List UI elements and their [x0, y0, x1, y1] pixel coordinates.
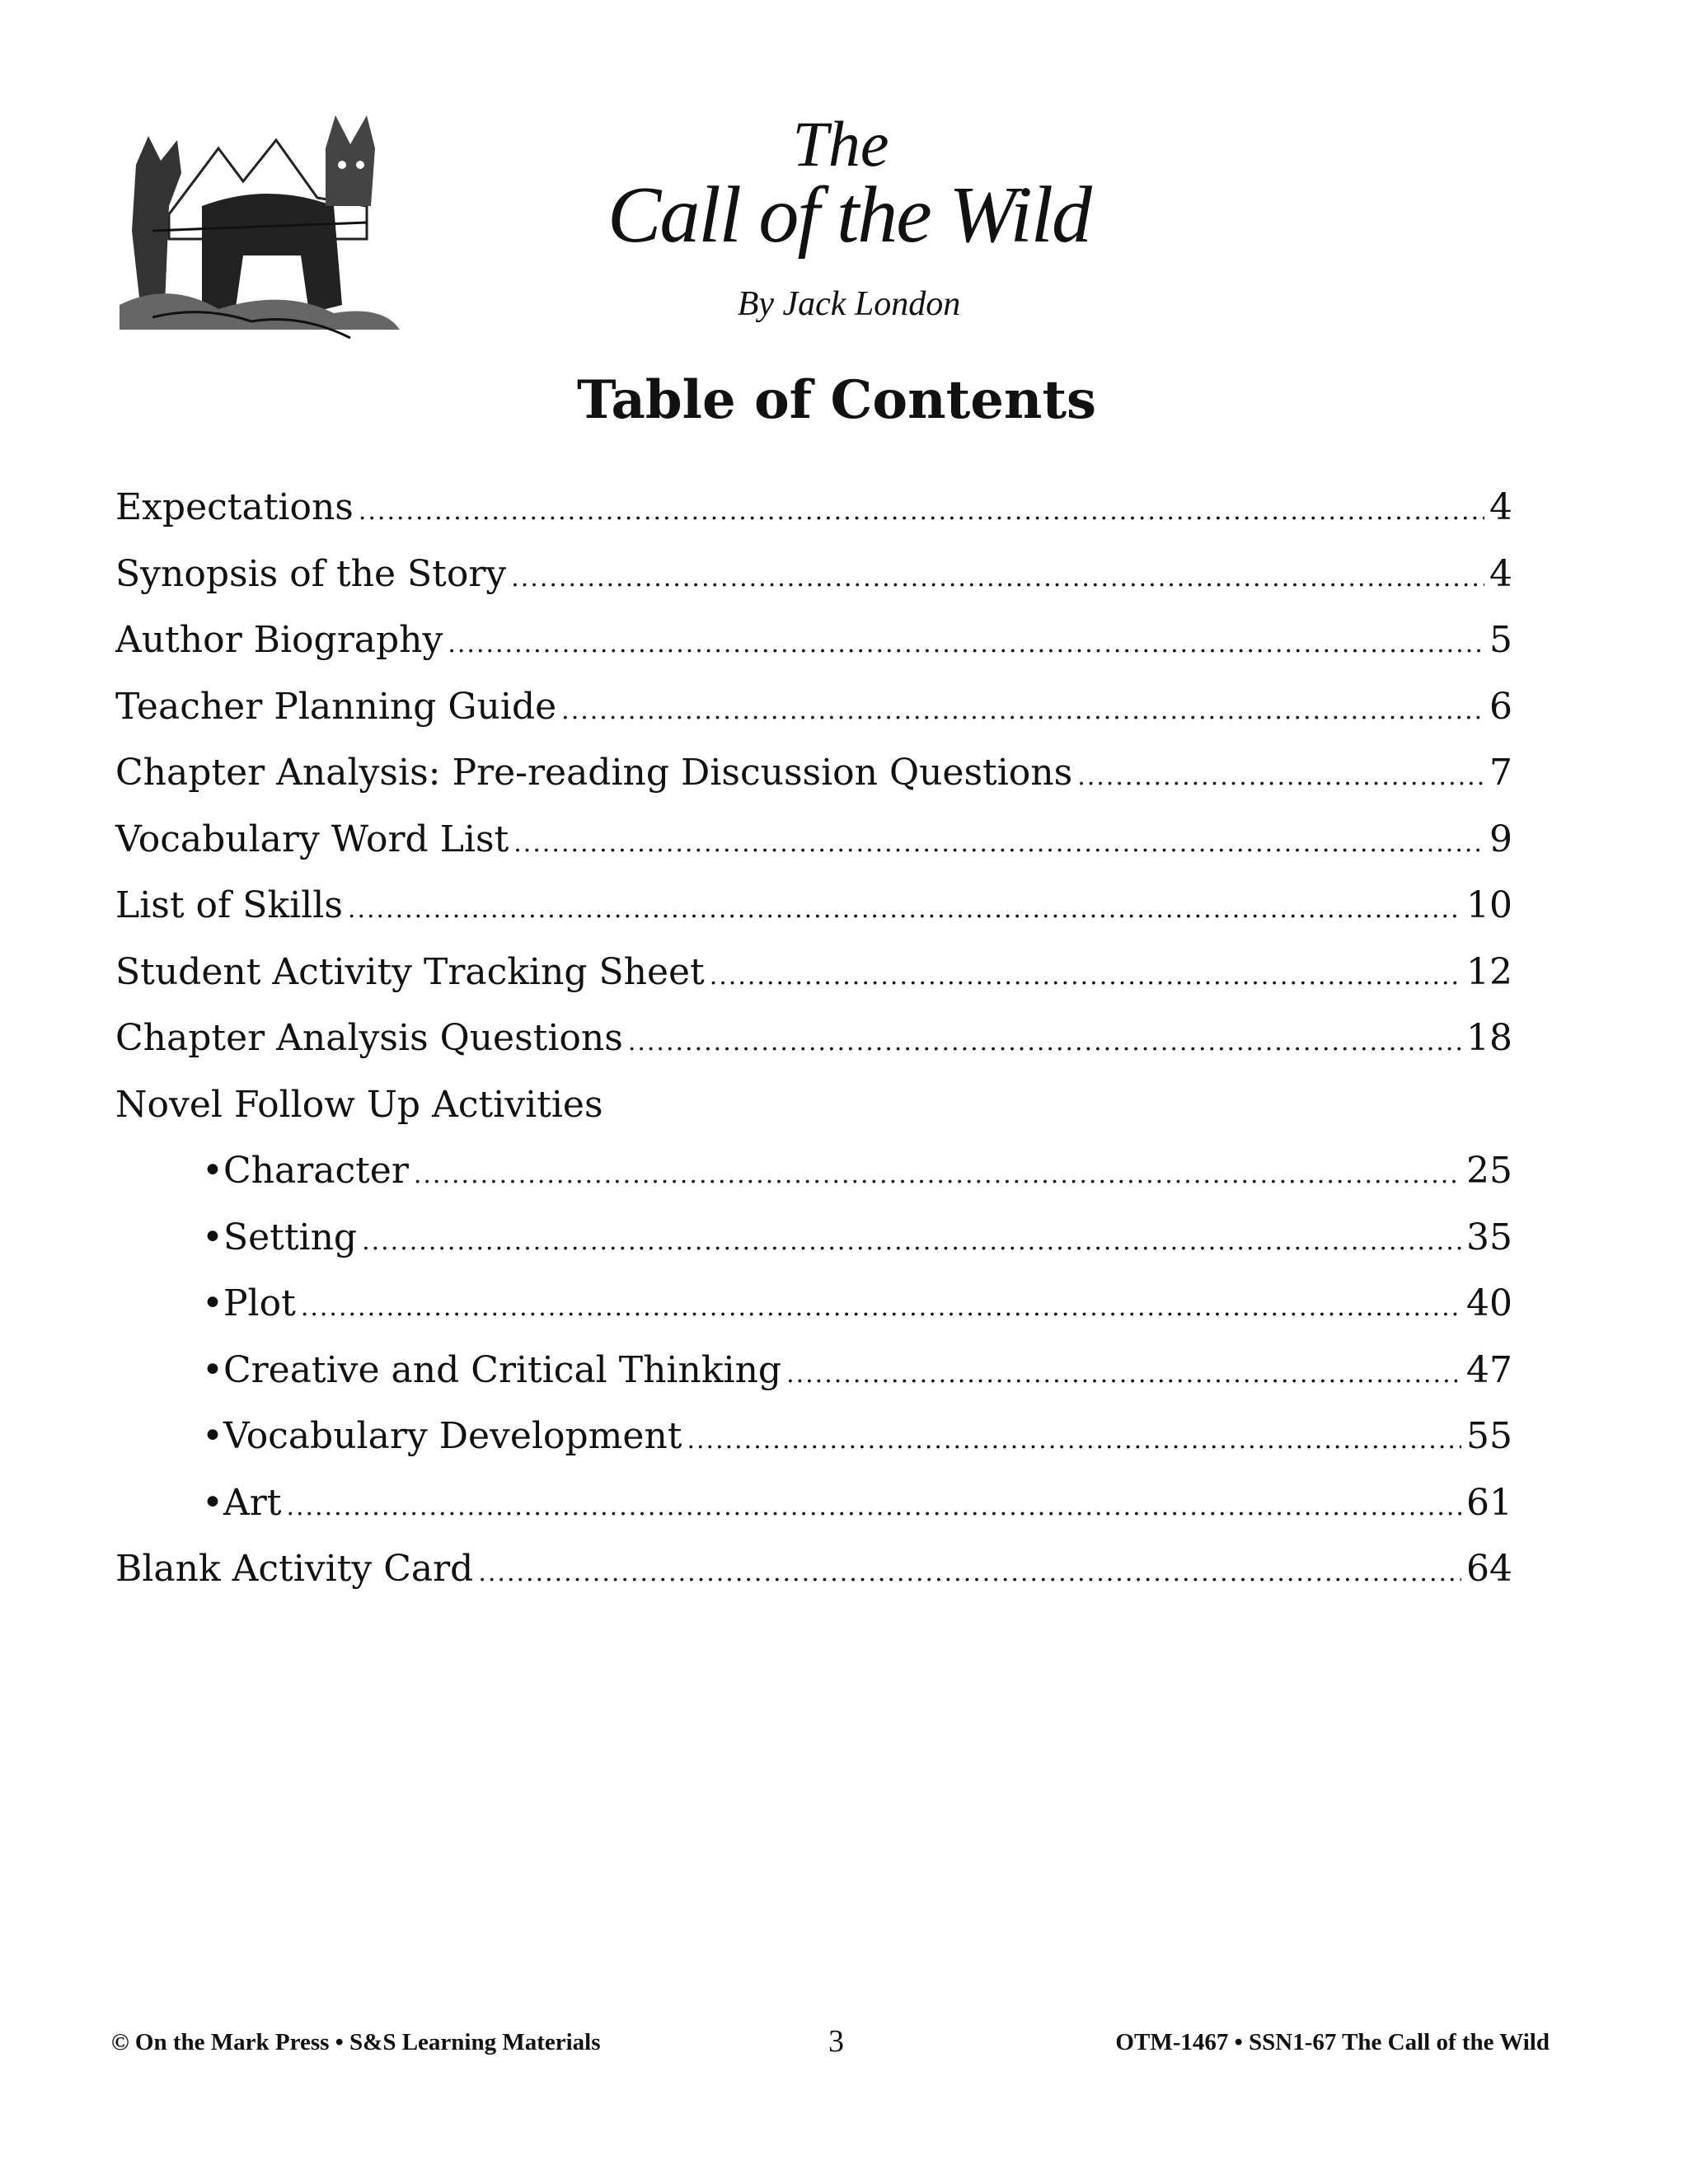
- toc-entry: [115, 619, 1512, 686]
- toc-heading: Table of Contents: [576, 369, 1097, 431]
- toc-entry: [115, 1415, 1512, 1482]
- toc-entry-label: Student Activity Tracking Sheet: [115, 950, 705, 993]
- toc-entry-label: Art: [223, 1481, 282, 1524]
- footer-series: OTM-1467 • SSN1-67 The Call of the Wild: [1115, 2029, 1550, 2055]
- toc-entry: [115, 818, 1512, 885]
- toc-entry: [115, 553, 1512, 620]
- toc-entry: [115, 486, 1512, 553]
- dot-leader: [513, 829, 1484, 858]
- toc-entry-label: Blank Activity Card: [115, 1548, 474, 1590]
- author-byline: By Jack London: [737, 285, 961, 323]
- toc-entry-page: 47: [1466, 1348, 1512, 1391]
- dot-leader: [628, 1028, 1461, 1057]
- toc-entry-label: Novel Follow Up Activities: [115, 1083, 603, 1126]
- toc-entry-page: 7: [1489, 752, 1512, 794]
- toc-entry-label: Vocabulary Word List: [115, 818, 509, 860]
- toc-entry-label: Creative and Critical Thinking: [223, 1348, 782, 1391]
- toc-entry: [115, 1150, 1512, 1216]
- toc-entry-label: Character: [223, 1150, 409, 1192]
- toc-entry: [115, 1282, 1512, 1349]
- toc-entry-label: Expectations: [115, 486, 354, 528]
- dot-leader: [561, 696, 1484, 725]
- footer-page-number: 3: [828, 2024, 844, 2059]
- table-of-contents: [115, 486, 1512, 1615]
- toc-entry-page: 12: [1466, 950, 1512, 993]
- dot-leader: [1077, 762, 1484, 791]
- toc-entry-page: 9: [1489, 818, 1512, 860]
- toc-entry-page: 5: [1489, 619, 1512, 661]
- dot-leader: [478, 1558, 1461, 1587]
- book-title: Call of the Wild: [607, 171, 1090, 260]
- dot-leader: [286, 1493, 1461, 1521]
- dot-leader: [710, 962, 1461, 991]
- bullet-icon: •: [202, 1348, 223, 1391]
- toc-entry-page: 61: [1466, 1481, 1512, 1524]
- dot-leader: [511, 564, 1484, 593]
- title-prefix: The: [792, 108, 889, 180]
- toc-entry-page: 55: [1466, 1415, 1512, 1457]
- toc-entry-page: 18: [1466, 1017, 1512, 1059]
- dot-leader: [359, 497, 1484, 526]
- dot-leader: [414, 1160, 1461, 1189]
- toc-entry-page: 64: [1466, 1548, 1512, 1590]
- toc-entry: [115, 1548, 1512, 1615]
- toc-entry-label: Chapter Analysis: Pre-reading Discussion Questions: [115, 752, 1073, 794]
- bullet-icon: •: [202, 1481, 223, 1524]
- dot-leader: [348, 895, 1461, 924]
- toc-entry-label: Author Biography: [115, 619, 443, 661]
- toc-entry-page: 25: [1466, 1150, 1512, 1192]
- toc-entry: [115, 1349, 1512, 1416]
- toc-entry-page: 35: [1466, 1216, 1512, 1258]
- toc-entry-page: 40: [1466, 1282, 1512, 1324]
- toc-entry: [115, 686, 1512, 752]
- toc-entry-label: Chapter Analysis Questions: [115, 1017, 623, 1059]
- toc-entry-label: Vocabulary Development: [223, 1415, 682, 1457]
- dot-leader: [687, 1426, 1461, 1455]
- toc-entry-label: Synopsis of the Story: [115, 552, 507, 595]
- toc-entry-label: Setting: [223, 1216, 358, 1258]
- toc-entry: [115, 884, 1512, 951]
- toc-entry: [115, 1482, 1512, 1549]
- toc-entry: [115, 1216, 1512, 1283]
- footer-publisher: © On the Mark Press • S&S Learning Materials: [111, 2029, 601, 2055]
- toc-entry: [115, 752, 1512, 818]
- dot-leader: [301, 1293, 1461, 1322]
- toc-entry-label: List of Skills: [115, 884, 343, 926]
- bullet-icon: •: [202, 1150, 223, 1192]
- toc-entry-label: Plot: [223, 1282, 296, 1324]
- bullet-icon: •: [202, 1282, 223, 1324]
- toc-entry-page: 4: [1489, 552, 1512, 595]
- toc-entry-page: 6: [1489, 685, 1512, 728]
- toc-entry-page: 10: [1466, 884, 1512, 926]
- bullet-icon: •: [202, 1216, 223, 1258]
- toc-entry: [115, 1017, 1512, 1084]
- toc-entry: [115, 951, 1512, 1018]
- dot-leader: [448, 630, 1484, 658]
- toc-entry-label: Teacher Planning Guide: [115, 685, 557, 728]
- dot-leader: [786, 1360, 1461, 1389]
- dot-leader: [362, 1227, 1461, 1256]
- toc-entry-page: 4: [1489, 486, 1512, 528]
- toc-entry: [115, 1084, 1512, 1151]
- bullet-icon: •: [202, 1415, 223, 1457]
